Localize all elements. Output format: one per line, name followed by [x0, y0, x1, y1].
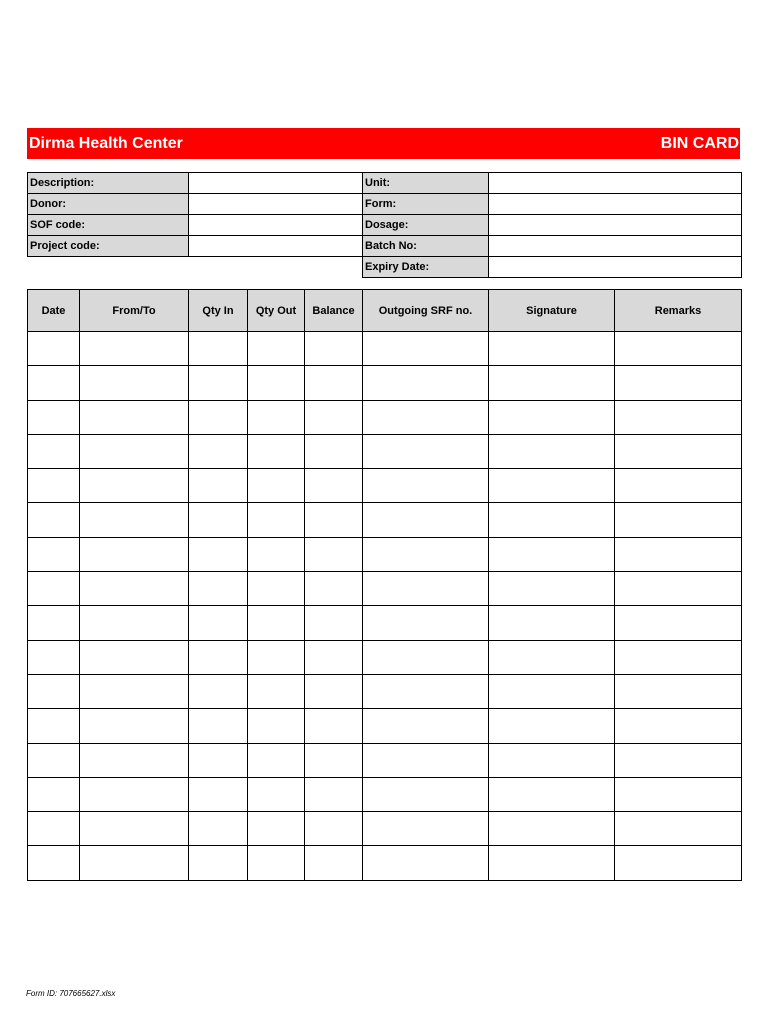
organization-name: Dirma Health Center — [29, 135, 183, 152]
unit-field[interactable] — [489, 173, 742, 194]
table-cell[interactable] — [189, 537, 248, 571]
table-cell[interactable] — [28, 572, 80, 606]
table-cell[interactable] — [363, 606, 489, 640]
table-cell[interactable] — [615, 674, 742, 708]
table-cell[interactable] — [80, 537, 189, 571]
table-cell[interactable] — [363, 709, 489, 743]
table-cell[interactable] — [28, 469, 80, 503]
table-cell[interactable] — [80, 400, 189, 434]
table-cell[interactable] — [489, 606, 615, 640]
table-cell[interactable] — [28, 709, 80, 743]
table-cell[interactable] — [305, 743, 363, 777]
table-cell[interactable] — [615, 434, 742, 468]
table-cell[interactable] — [305, 434, 363, 468]
expiry-date-label: Expiry Date: — [363, 257, 489, 278]
table-cell[interactable] — [189, 640, 248, 674]
table-cell[interactable] — [248, 606, 305, 640]
table-cell[interactable] — [305, 846, 363, 880]
table-row — [28, 434, 742, 468]
item-info-table — [27, 172, 742, 278]
table-row — [28, 777, 742, 811]
table-cell[interactable] — [80, 572, 189, 606]
info-row — [28, 173, 742, 194]
table-cell[interactable] — [363, 777, 489, 811]
info-row — [28, 215, 742, 236]
table-cell[interactable] — [248, 366, 305, 400]
table-cell[interactable] — [189, 434, 248, 468]
table-cell[interactable] — [305, 674, 363, 708]
batch-no-field[interactable] — [489, 236, 742, 257]
sof-code-label: SOF code: — [28, 215, 189, 236]
batch-no-label: Batch No: — [363, 236, 489, 257]
expiry-date-field[interactable] — [489, 257, 742, 278]
table-cell[interactable] — [489, 846, 615, 880]
column-header-remarks: Remarks — [615, 290, 742, 332]
log-header-row — [28, 290, 742, 332]
table-row — [28, 812, 742, 846]
empty-cell — [189, 257, 363, 278]
table-cell[interactable] — [248, 674, 305, 708]
table-cell[interactable] — [305, 812, 363, 846]
table-cell[interactable] — [248, 537, 305, 571]
table-cell[interactable] — [248, 846, 305, 880]
form-field[interactable] — [489, 194, 742, 215]
table-cell[interactable] — [489, 503, 615, 537]
table-cell[interactable] — [489, 743, 615, 777]
table-cell[interactable] — [363, 366, 489, 400]
table-row — [28, 366, 742, 400]
project-code-label: Project code: — [28, 236, 189, 257]
transaction-log-table — [27, 289, 742, 881]
table-row — [28, 537, 742, 571]
table-cell[interactable] — [615, 400, 742, 434]
table-cell[interactable] — [189, 606, 248, 640]
table-cell[interactable] — [80, 709, 189, 743]
table-row — [28, 503, 742, 537]
table-cell[interactable] — [615, 366, 742, 400]
table-cell[interactable] — [80, 469, 189, 503]
table-cell[interactable] — [363, 503, 489, 537]
table-cell[interactable] — [305, 606, 363, 640]
description-field[interactable] — [189, 173, 363, 194]
table-cell[interactable] — [189, 332, 248, 366]
column-header-balance: Balance — [305, 290, 363, 332]
table-cell[interactable] — [363, 812, 489, 846]
table-cell[interactable] — [489, 640, 615, 674]
table-cell[interactable] — [615, 606, 742, 640]
table-cell[interactable] — [28, 503, 80, 537]
table-cell[interactable] — [248, 434, 305, 468]
table-cell[interactable] — [489, 709, 615, 743]
table-cell[interactable] — [305, 709, 363, 743]
table-row — [28, 332, 742, 366]
table-cell[interactable] — [248, 332, 305, 366]
table-cell[interactable] — [489, 674, 615, 708]
table-cell[interactable] — [28, 537, 80, 571]
table-cell[interactable] — [189, 812, 248, 846]
table-cell[interactable] — [80, 640, 189, 674]
table-cell[interactable] — [489, 332, 615, 366]
table-cell[interactable] — [305, 503, 363, 537]
table-cell[interactable] — [28, 743, 80, 777]
log-body — [28, 332, 742, 881]
table-cell[interactable] — [363, 537, 489, 571]
table-cell[interactable] — [489, 400, 615, 434]
table-cell[interactable] — [615, 537, 742, 571]
table-cell[interactable] — [189, 469, 248, 503]
table-cell[interactable] — [363, 400, 489, 434]
table-cell[interactable] — [189, 674, 248, 708]
table-cell[interactable] — [615, 572, 742, 606]
table-row — [28, 709, 742, 743]
table-cell[interactable] — [363, 469, 489, 503]
table-cell[interactable] — [248, 709, 305, 743]
table-cell[interactable] — [80, 332, 189, 366]
table-cell[interactable] — [248, 503, 305, 537]
table-cell[interactable] — [80, 812, 189, 846]
table-cell[interactable] — [248, 469, 305, 503]
table-cell[interactable] — [28, 434, 80, 468]
info-row — [28, 236, 742, 257]
table-cell[interactable] — [189, 572, 248, 606]
table-cell[interactable] — [615, 709, 742, 743]
table-cell[interactable] — [305, 469, 363, 503]
table-cell[interactable] — [615, 812, 742, 846]
table-cell[interactable] — [305, 537, 363, 571]
table-cell[interactable] — [248, 572, 305, 606]
table-cell[interactable] — [248, 777, 305, 811]
table-row — [28, 572, 742, 606]
column-header-signature: Signature — [489, 290, 615, 332]
table-cell[interactable] — [363, 640, 489, 674]
table-cell[interactable] — [615, 777, 742, 811]
table-cell[interactable] — [80, 434, 189, 468]
table-cell[interactable] — [80, 674, 189, 708]
table-cell[interactable] — [28, 812, 80, 846]
table-cell[interactable] — [305, 366, 363, 400]
table-row — [28, 606, 742, 640]
info-row — [28, 194, 742, 215]
table-cell[interactable] — [615, 846, 742, 880]
description-label: Description: — [28, 173, 189, 194]
table-cell[interactable] — [80, 846, 189, 880]
column-header-qty-in: Qty In — [189, 290, 248, 332]
donor-label: Donor: — [28, 194, 189, 215]
table-cell[interactable] — [28, 640, 80, 674]
table-cell[interactable] — [189, 743, 248, 777]
table-cell[interactable] — [489, 469, 615, 503]
table-cell[interactable] — [305, 777, 363, 811]
table-cell[interactable] — [28, 606, 80, 640]
table-cell[interactable] — [189, 709, 248, 743]
table-row — [28, 743, 742, 777]
table-cell[interactable] — [80, 503, 189, 537]
table-row — [28, 846, 742, 880]
table-cell[interactable] — [189, 846, 248, 880]
table-cell[interactable] — [363, 434, 489, 468]
table-row — [28, 400, 742, 434]
dosage-label: Dosage: — [363, 215, 489, 236]
table-cell[interactable] — [305, 640, 363, 674]
table-cell[interactable] — [189, 400, 248, 434]
table-cell[interactable] — [28, 366, 80, 400]
table-cell[interactable] — [363, 674, 489, 708]
table-cell[interactable] — [80, 606, 189, 640]
form-label: Form: — [363, 194, 489, 215]
table-cell[interactable] — [363, 743, 489, 777]
unit-label: Unit: — [363, 173, 489, 194]
table-cell[interactable] — [28, 400, 80, 434]
table-cell[interactable] — [615, 743, 742, 777]
table-cell[interactable] — [189, 503, 248, 537]
table-cell[interactable] — [615, 332, 742, 366]
header-bar — [27, 128, 740, 159]
form-id-footer: Form ID: 707665627.xlsx — [26, 989, 116, 998]
table-cell[interactable] — [489, 537, 615, 571]
table-cell[interactable] — [248, 400, 305, 434]
table-cell[interactable] — [489, 434, 615, 468]
column-header-outgoing-srf: Outgoing SRF no. — [363, 290, 489, 332]
table-cell[interactable] — [489, 777, 615, 811]
table-cell[interactable] — [305, 572, 363, 606]
table-cell[interactable] — [28, 332, 80, 366]
table-cell[interactable] — [363, 572, 489, 606]
table-cell[interactable] — [28, 777, 80, 811]
table-cell[interactable] — [28, 846, 80, 880]
table-row — [28, 674, 742, 708]
table-cell[interactable] — [305, 400, 363, 434]
table-cell[interactable] — [248, 640, 305, 674]
table-row — [28, 640, 742, 674]
project-code-field[interactable] — [189, 236, 363, 257]
table-cell[interactable] — [615, 469, 742, 503]
table-cell[interactable] — [489, 366, 615, 400]
table-cell[interactable] — [363, 846, 489, 880]
table-cell[interactable] — [363, 332, 489, 366]
table-cell[interactable] — [489, 812, 615, 846]
table-cell[interactable] — [189, 777, 248, 811]
column-header-from-to: From/To — [80, 290, 189, 332]
table-cell[interactable] — [248, 743, 305, 777]
column-header-qty-out: Qty Out — [248, 290, 305, 332]
empty-cell — [28, 257, 189, 278]
table-cell[interactable] — [305, 332, 363, 366]
table-cell[interactable] — [615, 640, 742, 674]
table-cell[interactable] — [615, 503, 742, 537]
info-row — [28, 257, 742, 278]
document-title: BIN CARD — [660, 135, 739, 152]
table-row — [28, 469, 742, 503]
donor-field[interactable] — [189, 194, 363, 215]
dosage-field[interactable] — [489, 215, 742, 236]
table-cell[interactable] — [489, 572, 615, 606]
column-header-date: Date — [28, 290, 80, 332]
table-cell[interactable] — [189, 366, 248, 400]
table-cell[interactable] — [80, 366, 189, 400]
table-cell[interactable] — [28, 674, 80, 708]
table-cell[interactable] — [80, 777, 189, 811]
table-cell[interactable] — [248, 812, 305, 846]
table-cell[interactable] — [80, 743, 189, 777]
sof-code-field[interactable] — [189, 215, 363, 236]
